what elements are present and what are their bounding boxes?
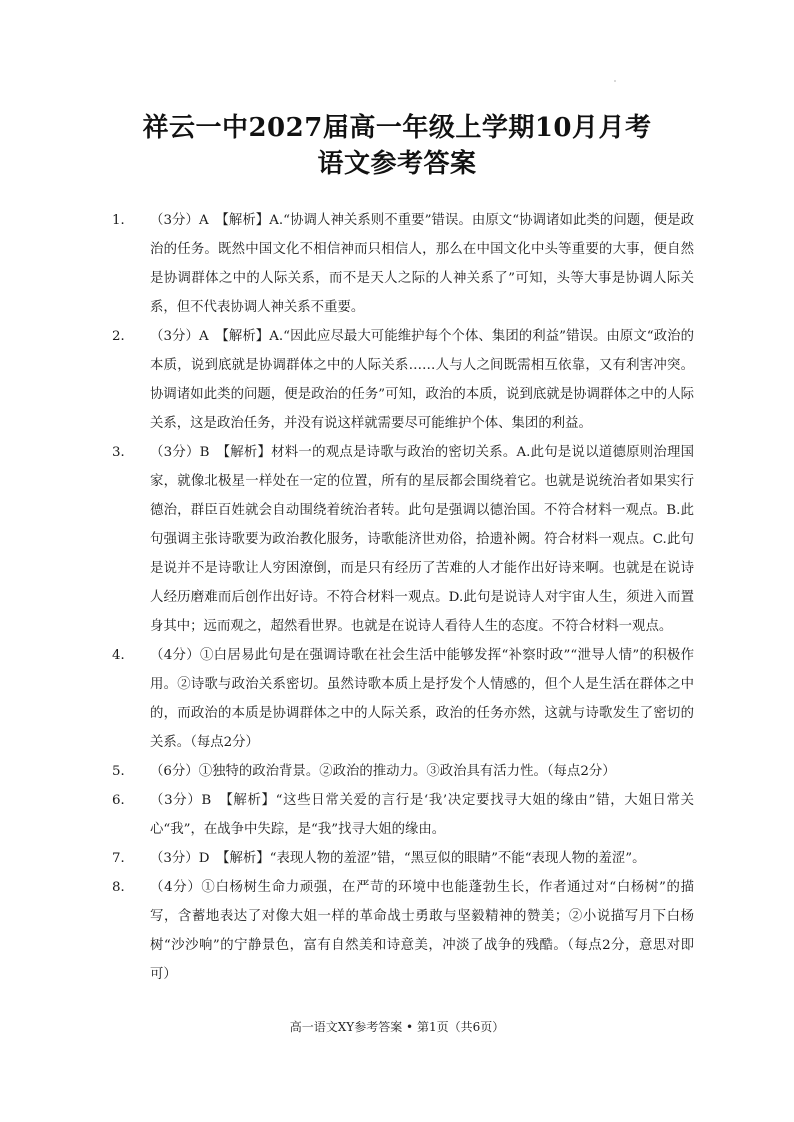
answer-number: 4．	[112, 648, 134, 663]
answer-text: （4分）①白杨树生命力顽强，在严苛的环境中也能蓬勃生长，作者通过对“白杨树”的描写，含蓄地表达了对像大姐一样的革命战士勇敢与坚毅精神的赞美；②小说描写月下白杨树“沙沙响”的宁静景色，富有自然美和诗意美，冲淡了战争的残酷。（每点2分，意思对即可）	[150, 880, 694, 982]
answer-text: （3分）D 【解析】“表现人物的羞涩”错，“黑豆似的眼睛”不能“表现人物的羞涩”。	[150, 851, 646, 866]
answer-item-6	[112, 786, 694, 844]
title-block	[0, 110, 794, 182]
answer-item-2	[112, 322, 694, 438]
answer-item-1	[112, 206, 694, 322]
answer-item-3	[112, 438, 694, 641]
answer-text: （6分）①独特的政治背景。②政治的推动力。③政治具有活力性。（每点2分）	[150, 764, 616, 779]
answer-number: 6．	[112, 793, 134, 808]
answer-item-5	[112, 757, 694, 786]
answer-item-4	[112, 641, 694, 757]
answer-list	[112, 206, 694, 989]
answer-item-7	[112, 844, 694, 873]
answer-text: （4分）①白居易此句是在强调诗歌在社会生活中能够发挥“补察时政”“泄导人情”的积极作用。②诗歌与政治关系密切。虽然诗歌本质上是抒发个人情感的，但个人是生活在群体之中的，而政治的本质是协调群体之中的人际关系，政治的任务亦然，这就与诗歌发生了密切的关系。（每点2分）	[150, 648, 694, 750]
answer-number: 7．	[112, 851, 134, 866]
answer-number: 2．	[112, 329, 134, 344]
answer-text: （3分）A 【解析】A.“协调人神关系则不重要”错误。由原文“协调诸如此类的问题，便是政治的任务。既然中国文化不相信神而只相信人，那么在中国文化中头等重要的大事，便自然是协调群体之中的人际关系，而不是天人之际的人神关系了”可知，头等大事是协调人际关系，但不代表协调人神关系不重要。	[150, 213, 694, 315]
page-footer: 高一语文XY参考答案 • 第1页（共6页）	[289, 1020, 505, 1034]
page-title: 祥云一中2027届高一年级上学期10月月考	[142, 113, 652, 143]
answer-number: 3．	[112, 445, 134, 460]
page-subtitle: 语文参考答案	[317, 149, 477, 179]
answer-text: （3分）B 【解析】“这些日常关爱的言行是‘我’决定要找寻大姐的缘由”错，大姐日常关心“我”，在战争中失踪，是“我”找寻大姐的缘由。	[150, 793, 694, 837]
answer-item-8	[112, 873, 694, 989]
scan-speck	[614, 80, 616, 82]
answer-number: 5．	[112, 764, 134, 779]
answer-text: （3分）A 【解析】A.“因此应尽最大可能维护每个个体、集团的利益”错误。由原文“政治的本质，说到底就是协调群体之中的人际关系……人与人之间既需相互依靠，又有利害冲突。协调诸如此类的问题，便是政治的任务”可知，政治的本质，说到底就是协调群体之中的人际关系，这是政治任务，并没有说这样就需要尽可能维护个体、集团的利益。	[150, 329, 694, 431]
answer-number: 1．	[112, 213, 134, 228]
answer-text: （3分）B 【解析】材料一的观点是诗歌与政治的密切关系。A.此句是说以道德原则治理国家，就像北极星一样处在一定的位置，所有的星辰都会围绕着它。也就是说统治者如果实行德治，群臣百姓就会自动围绕着统治者转。此句是强调以德治国。不符合材料一观点。B.此句强调主张诗歌要为政治教化服务，诗歌能济世劝俗，拾遗补阙。符合材料一观点。C.此句是说并不是诗歌让人穷困潦倒，而是只有经历了苦难的人才能作出好诗来啊。也就是在说诗人经历磨难而后创作出好诗。不符合材料一观点。D.此句是说诗人对宇宙人生，须进入而置身其中；远而观之，超然看世界。也就是在说诗人看待人生的态度。不符合材料一观点。	[150, 445, 694, 634]
answer-number: 8．	[112, 880, 134, 895]
